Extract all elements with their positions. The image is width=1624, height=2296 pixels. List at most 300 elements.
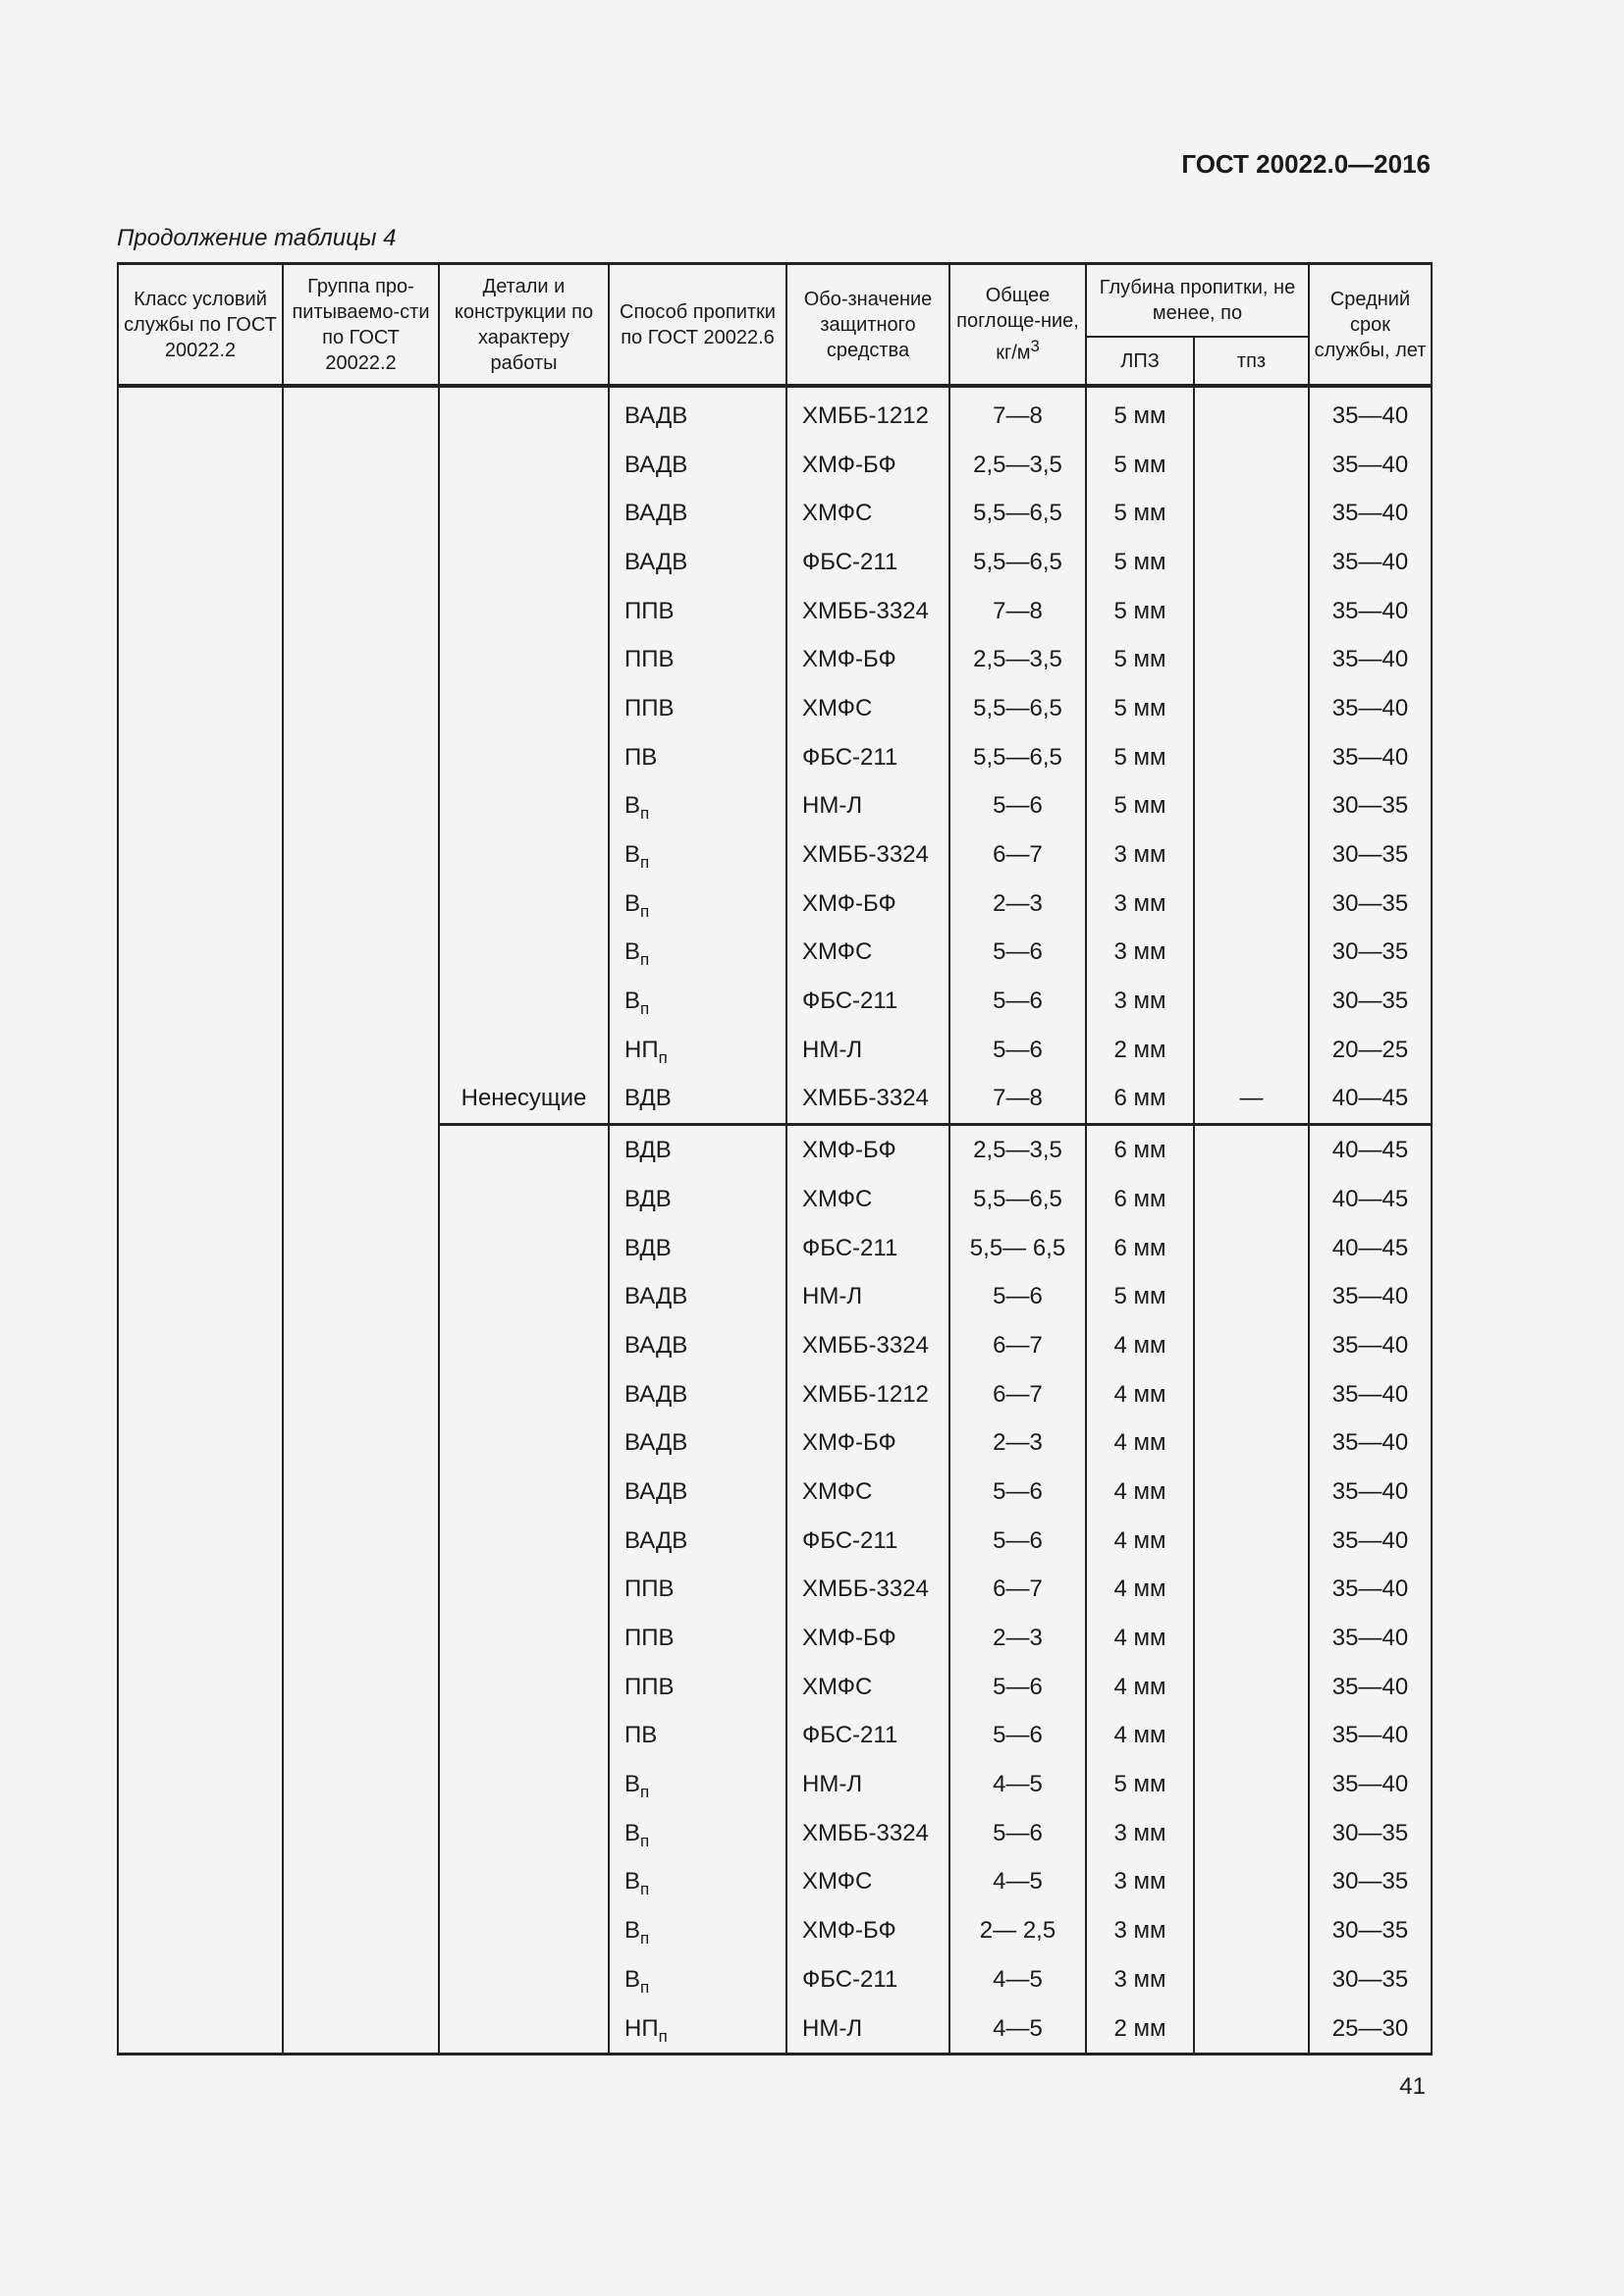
cell-tpz: [1194, 1566, 1309, 1615]
cell-service-class: [118, 635, 283, 684]
cell-detail: [439, 733, 609, 782]
cell-absorption: 5—6: [949, 1272, 1086, 1321]
cell-method: $В_п$: [609, 929, 786, 978]
cell-absorption: 2,5—3,5: [949, 441, 1086, 490]
cell-life: 35—40: [1309, 1663, 1432, 1712]
cell-agent: ХМББ-3324: [786, 830, 949, 880]
cell-agent: ФБС-211: [786, 538, 949, 587]
cell-method: ППВ: [609, 635, 786, 684]
cell-impregnability-group: [283, 1125, 439, 1175]
cell-lpz: 5 мм: [1086, 441, 1194, 490]
cell-agent: ХМББ-1212: [786, 1370, 949, 1419]
cell-absorption: 5—6: [949, 782, 1086, 831]
cell-tpz: [1194, 1614, 1309, 1663]
cell-life: 40—45: [1309, 1224, 1432, 1273]
table-row: [118, 929, 1432, 978]
cell-impregnability-group: [283, 733, 439, 782]
table-row: [118, 1468, 1432, 1517]
cell-detail: [439, 489, 609, 538]
cell-detail: [439, 1272, 609, 1321]
cell-lpz: 4 мм: [1086, 1663, 1194, 1712]
cell-service-class: [118, 929, 283, 978]
cell-life: 30—35: [1309, 1906, 1432, 1955]
cell-impregnability-group: [283, 1370, 439, 1419]
cell-absorption: 6—7: [949, 1370, 1086, 1419]
cell-tpz: [1194, 977, 1309, 1026]
page-number: 41: [1399, 2073, 1426, 2100]
cell-method: ППВ: [609, 684, 786, 733]
cell-detail: [439, 587, 609, 636]
cell-method: ПВ: [609, 1712, 786, 1761]
cell-life: 30—35: [1309, 929, 1432, 978]
cell-tpz: [1194, 1858, 1309, 1907]
table-body: [118, 387, 1432, 2055]
cell-method: ППВ: [609, 1663, 786, 1712]
cell-lpz: 3 мм: [1086, 1858, 1194, 1907]
cell-absorption: 4—5: [949, 1858, 1086, 1907]
table-row: [118, 880, 1432, 929]
cell-agent: ХМФС: [786, 1175, 949, 1224]
header-depth-tpz: тпз: [1194, 337, 1309, 385]
cell-tpz: [1194, 1175, 1309, 1224]
header-agent: Обо-значение защитного средства: [786, 264, 949, 386]
cell-tpz: [1194, 1663, 1309, 1712]
cell-agent: НМ-Л: [786, 2004, 949, 2055]
cell-agent: ФБС-211: [786, 1517, 949, 1566]
cell-lpz: 3 мм: [1086, 1809, 1194, 1858]
cell-impregnability-group: [283, 2004, 439, 2055]
cell-agent: ХМББ-3324: [786, 1321, 949, 1370]
cell-lpz: 4 мм: [1086, 1712, 1194, 1761]
cell-life: 35—40: [1309, 1712, 1432, 1761]
table-row: [118, 1663, 1432, 1712]
cell-tpz: [1194, 489, 1309, 538]
cell-lpz: 5 мм: [1086, 733, 1194, 782]
cell-detail: [439, 1712, 609, 1761]
cell-tpz: [1194, 830, 1309, 880]
cell-agent: ХМФ-БФ: [786, 441, 949, 490]
header-impregnability-group: Группа про-питываемо-сти по ГОСТ 20022.2: [283, 264, 439, 386]
cell-impregnability-group: [283, 782, 439, 831]
table-row: [118, 1517, 1432, 1566]
cell-tpz: [1194, 1809, 1309, 1858]
cell-detail: [439, 782, 609, 831]
cell-method: $НП_п$: [609, 1026, 786, 1075]
cell-detail: [439, 1468, 609, 1517]
cell-agent: НМ-Л: [786, 1026, 949, 1075]
cell-life: 20—25: [1309, 1026, 1432, 1075]
cell-life: 35—40: [1309, 684, 1432, 733]
cell-tpz: [1194, 635, 1309, 684]
table-row: [118, 1955, 1432, 2004]
cell-lpz: 4 мм: [1086, 1370, 1194, 1419]
table-row: [118, 538, 1432, 587]
cell-life: 30—35: [1309, 782, 1432, 831]
cell-tpz: [1194, 733, 1309, 782]
cell-tpz: [1194, 1712, 1309, 1761]
cell-detail: [439, 2004, 609, 2055]
table-row: [118, 2004, 1432, 2055]
cell-agent: ХМФС: [786, 1663, 949, 1712]
cell-agent: ХМФС: [786, 489, 949, 538]
cell-method: $В_п$: [609, 1906, 786, 1955]
header-service-life: Средний срок службы, лет: [1309, 264, 1432, 386]
cell-lpz: 5 мм: [1086, 1760, 1194, 1809]
cell-detail: [439, 1614, 609, 1663]
cell-tpz: [1194, 1517, 1309, 1566]
cell-method: $НП_п$: [609, 2004, 786, 2055]
cell-absorption: 2,5—3,5: [949, 1125, 1086, 1175]
cell-service-class: [118, 1614, 283, 1663]
cell-tpz: [1194, 1418, 1309, 1468]
cell-agent: ХМББ-3324: [786, 1075, 949, 1125]
cell-lpz: 4 мм: [1086, 1566, 1194, 1615]
cell-life: 35—40: [1309, 441, 1432, 490]
cell-absorption: 5,5— 6,5: [949, 1224, 1086, 1273]
cell-life: 35—40: [1309, 733, 1432, 782]
cell-method: ВАДВ: [609, 489, 786, 538]
cell-tpz: [1194, 441, 1309, 490]
cell-impregnability-group: [283, 977, 439, 1026]
cell-agent: ФБС-211: [786, 977, 949, 1026]
cell-agent: ХМФ-БФ: [786, 880, 949, 929]
cell-service-class: [118, 1566, 283, 1615]
cell-method: ВДВ: [609, 1175, 786, 1224]
cell-agent: ХМФ-БФ: [786, 1125, 949, 1175]
cell-impregnability-group: [283, 538, 439, 587]
cell-method: $В_п$: [609, 782, 786, 831]
cell-lpz: 5 мм: [1086, 587, 1194, 636]
cell-service-class: [118, 1026, 283, 1075]
cell-impregnability-group: [283, 1614, 439, 1663]
cell-lpz: 3 мм: [1086, 880, 1194, 929]
cell-impregnability-group: [283, 1663, 439, 1712]
cell-absorption: 6—7: [949, 830, 1086, 880]
cell-absorption: 5,5—6,5: [949, 733, 1086, 782]
table-row: [118, 392, 1432, 441]
cell-method: ВАДВ: [609, 441, 786, 490]
cell-lpz: 3 мм: [1086, 1906, 1194, 1955]
cell-method: ВАДВ: [609, 1418, 786, 1468]
cell-tpz: [1194, 1370, 1309, 1419]
cell-lpz: 4 мм: [1086, 1418, 1194, 1468]
cell-method: ППВ: [609, 1566, 786, 1615]
cell-agent: НМ-Л: [786, 782, 949, 831]
cell-absorption: 5—6: [949, 1517, 1086, 1566]
cell-tpz: [1194, 587, 1309, 636]
cell-method: $В_п$: [609, 977, 786, 1026]
cell-life: 35—40: [1309, 1614, 1432, 1663]
cell-lpz: 5 мм: [1086, 489, 1194, 538]
cell-absorption: 6—7: [949, 1566, 1086, 1615]
cell-method: ВАДВ: [609, 538, 786, 587]
cell-lpz: 4 мм: [1086, 1321, 1194, 1370]
cell-method: $В_п$: [609, 1760, 786, 1809]
cell-method: ППВ: [609, 587, 786, 636]
cell-detail: [439, 929, 609, 978]
cell-life: 35—40: [1309, 1321, 1432, 1370]
cell-tpz: [1194, 1468, 1309, 1517]
cell-absorption: 2—3: [949, 1614, 1086, 1663]
cell-impregnability-group: [283, 1566, 439, 1615]
cell-impregnability-group: [283, 684, 439, 733]
cell-service-class: [118, 1955, 283, 2004]
cell-method: ВДВ: [609, 1075, 786, 1125]
cell-lpz: 4 мм: [1086, 1614, 1194, 1663]
table-row: [118, 1566, 1432, 1615]
cell-lpz: 3 мм: [1086, 977, 1194, 1026]
cell-life: 35—40: [1309, 538, 1432, 587]
cell-life: 35—40: [1309, 392, 1432, 441]
cell-tpz: —: [1194, 1075, 1309, 1125]
cell-detail: [439, 1760, 609, 1809]
cell-absorption: 5—6: [949, 1026, 1086, 1075]
cell-service-class: [118, 1760, 283, 1809]
cell-detail: [439, 1809, 609, 1858]
table-row: [118, 1809, 1432, 1858]
document-code: ГОСТ 20022.0—2016: [1181, 149, 1431, 179]
table-row: [118, 1370, 1432, 1419]
cell-life: 40—45: [1309, 1075, 1432, 1125]
cell-lpz: 6 мм: [1086, 1224, 1194, 1273]
cell-service-class: [118, 1125, 283, 1175]
cell-tpz: [1194, 684, 1309, 733]
cell-service-class: [118, 1175, 283, 1224]
cell-life: 35—40: [1309, 1468, 1432, 1517]
cell-tpz: [1194, 929, 1309, 978]
cell-life: 30—35: [1309, 1955, 1432, 2004]
table-row: [118, 1175, 1432, 1224]
cell-tpz: [1194, 2004, 1309, 2055]
cell-service-class: [118, 830, 283, 880]
cell-method: ВАДВ: [609, 392, 786, 441]
cell-agent: ХМФ-БФ: [786, 1906, 949, 1955]
table-row: [118, 1418, 1432, 1468]
cell-life: 30—35: [1309, 977, 1432, 1026]
cell-impregnability-group: [283, 489, 439, 538]
header-absorption: Общее поглоще-ние, $кг/м^3$: [949, 264, 1086, 386]
cell-absorption: 5,5—6,5: [949, 489, 1086, 538]
cell-service-class: [118, 1663, 283, 1712]
table-row: [118, 587, 1432, 636]
impregnation-table: [117, 262, 1433, 2056]
cell-impregnability-group: [283, 1760, 439, 1809]
cell-tpz: [1194, 1760, 1309, 1809]
cell-service-class: [118, 1858, 283, 1907]
cell-agent: ХМББ-3324: [786, 587, 949, 636]
table-row: [118, 1906, 1432, 1955]
cell-impregnability-group: [283, 1517, 439, 1566]
table-row: [118, 977, 1432, 1026]
cell-life: 35—40: [1309, 1760, 1432, 1809]
cell-service-class: [118, 1075, 283, 1125]
cell-lpz: 5 мм: [1086, 635, 1194, 684]
cell-service-class: [118, 977, 283, 1026]
table-caption: Продолжение таблицы 4: [117, 225, 397, 251]
cell-impregnability-group: [283, 1224, 439, 1273]
cell-tpz: [1194, 782, 1309, 831]
cell-agent: ФБС-211: [786, 1712, 949, 1761]
cell-life: 25—30: [1309, 2004, 1432, 2055]
cell-method: ВАДВ: [609, 1370, 786, 1419]
cell-tpz: [1194, 538, 1309, 587]
cell-life: 40—45: [1309, 1175, 1432, 1224]
cell-detail: [439, 1224, 609, 1273]
cell-absorption: 7—8: [949, 587, 1086, 636]
table-row: [118, 1125, 1432, 1175]
cell-absorption: 5—6: [949, 977, 1086, 1026]
cell-detail: [439, 441, 609, 490]
cell-impregnability-group: [283, 1075, 439, 1125]
cell-absorption: 2— 2,5: [949, 1906, 1086, 1955]
cell-life: 40—45: [1309, 1125, 1432, 1175]
cell-detail: [439, 880, 609, 929]
cell-service-class: [118, 782, 283, 831]
cell-method: $В_п$: [609, 1858, 786, 1907]
cell-method: $В_п$: [609, 1809, 786, 1858]
table-row: [118, 1858, 1432, 1907]
cell-life: 30—35: [1309, 1858, 1432, 1907]
cell-tpz: [1194, 1272, 1309, 1321]
cell-method: $В_п$: [609, 880, 786, 929]
cell-lpz: 6 мм: [1086, 1075, 1194, 1125]
cell-method: $В_п$: [609, 1955, 786, 2004]
cell-absorption: 5—6: [949, 1809, 1086, 1858]
cell-service-class: [118, 1517, 283, 1566]
table-row: [118, 684, 1432, 733]
cell-life: 30—35: [1309, 880, 1432, 929]
cell-absorption: 7—8: [949, 392, 1086, 441]
cell-agent: ХМББ-3324: [786, 1809, 949, 1858]
cell-impregnability-group: [283, 880, 439, 929]
cell-absorption: 4—5: [949, 2004, 1086, 2055]
cell-service-class: [118, 880, 283, 929]
cell-life: 30—35: [1309, 1809, 1432, 1858]
cell-detail: [439, 1370, 609, 1419]
cell-lpz: 5 мм: [1086, 538, 1194, 587]
cell-agent: ХМФС: [786, 1468, 949, 1517]
cell-detail: [439, 1858, 609, 1907]
cell-method: ВАДВ: [609, 1517, 786, 1566]
cell-impregnability-group: [283, 1955, 439, 2004]
cell-method: ВАДВ: [609, 1272, 786, 1321]
cell-detail: [439, 538, 609, 587]
cell-lpz: 2 мм: [1086, 1026, 1194, 1075]
cell-method: ПВ: [609, 733, 786, 782]
cell-method: ВДВ: [609, 1224, 786, 1273]
cell-lpz: 4 мм: [1086, 1468, 1194, 1517]
cell-impregnability-group: [283, 441, 439, 490]
table-row: [118, 1272, 1432, 1321]
cell-service-class: [118, 1712, 283, 1761]
cell-method: ВАДВ: [609, 1468, 786, 1517]
cell-method: ППВ: [609, 1614, 786, 1663]
cell-impregnability-group: [283, 635, 439, 684]
cell-agent: ХМФ-БФ: [786, 1614, 949, 1663]
cell-absorption: 6—7: [949, 1321, 1086, 1370]
cell-agent: ХМФС: [786, 1858, 949, 1907]
cell-agent: ХМББ-3324: [786, 1566, 949, 1615]
cell-tpz: [1194, 392, 1309, 441]
cell-impregnability-group: [283, 1418, 439, 1468]
cell-detail: [439, 392, 609, 441]
cell-tpz: [1194, 1906, 1309, 1955]
header-details: Детали и конструкции по характеру работы: [439, 264, 609, 386]
cell-service-class: [118, 1809, 283, 1858]
cell-detail: [439, 1418, 609, 1468]
cell-agent: ФБС-211: [786, 1955, 949, 2004]
cell-life: 35—40: [1309, 1370, 1432, 1419]
table-row: [118, 441, 1432, 490]
cell-impregnability-group: [283, 1272, 439, 1321]
cell-life: 35—40: [1309, 1517, 1432, 1566]
cell-method: ВАДВ: [609, 1321, 786, 1370]
cell-tpz: [1194, 1955, 1309, 2004]
cell-detail: [439, 1955, 609, 2004]
cell-detail: [439, 1663, 609, 1712]
table-row: [118, 782, 1432, 831]
cell-detail: Ненесущие: [439, 1075, 609, 1125]
cell-detail: [439, 1566, 609, 1615]
cell-agent: ФБС-211: [786, 1224, 949, 1273]
cell-lpz: 2 мм: [1086, 2004, 1194, 2055]
cell-absorption: 4—5: [949, 1760, 1086, 1809]
table-row: [118, 1075, 1432, 1125]
table-row: [118, 1614, 1432, 1663]
cell-agent: НМ-Л: [786, 1760, 949, 1809]
header-depth: Глубина пропитки, не менее, по: [1086, 264, 1309, 338]
cell-detail: [439, 1026, 609, 1075]
cell-lpz: 3 мм: [1086, 1955, 1194, 2004]
cell-tpz: [1194, 880, 1309, 929]
cell-life: 35—40: [1309, 587, 1432, 636]
cell-detail: [439, 684, 609, 733]
cell-impregnability-group: [283, 1858, 439, 1907]
cell-service-class: [118, 2004, 283, 2055]
cell-agent: ХМФ-БФ: [786, 635, 949, 684]
cell-impregnability-group: [283, 830, 439, 880]
table-row: [118, 1760, 1432, 1809]
cell-life: 30—35: [1309, 830, 1432, 880]
cell-detail: [439, 1517, 609, 1566]
cell-service-class: [118, 1468, 283, 1517]
cell-tpz: [1194, 1321, 1309, 1370]
header-depth-lpz: ЛПЗ: [1086, 337, 1194, 385]
table-row: [118, 830, 1432, 880]
cell-service-class: [118, 1906, 283, 1955]
cell-absorption: 5,5—6,5: [949, 684, 1086, 733]
cell-lpz: 5 мм: [1086, 782, 1194, 831]
cell-impregnability-group: [283, 1321, 439, 1370]
cell-absorption: 5,5—6,5: [949, 1175, 1086, 1224]
cell-service-class: [118, 1224, 283, 1273]
cell-service-class: [118, 587, 283, 636]
cell-detail: [439, 1906, 609, 1955]
cell-service-class: [118, 489, 283, 538]
header-method: Способ пропитки по ГОСТ 20022.6: [609, 264, 786, 386]
cell-tpz: [1194, 1125, 1309, 1175]
cell-detail: [439, 1175, 609, 1224]
cell-life: 35—40: [1309, 1566, 1432, 1615]
cell-absorption: 2,5—3,5: [949, 635, 1086, 684]
cell-agent: ХМФС: [786, 929, 949, 978]
cell-agent: ФБС-211: [786, 733, 949, 782]
cell-absorption: 5,5—6,5: [949, 538, 1086, 587]
cell-absorption: 5—6: [949, 1712, 1086, 1761]
cell-impregnability-group: [283, 1906, 439, 1955]
cell-lpz: 5 мм: [1086, 392, 1194, 441]
cell-detail: [439, 1321, 609, 1370]
